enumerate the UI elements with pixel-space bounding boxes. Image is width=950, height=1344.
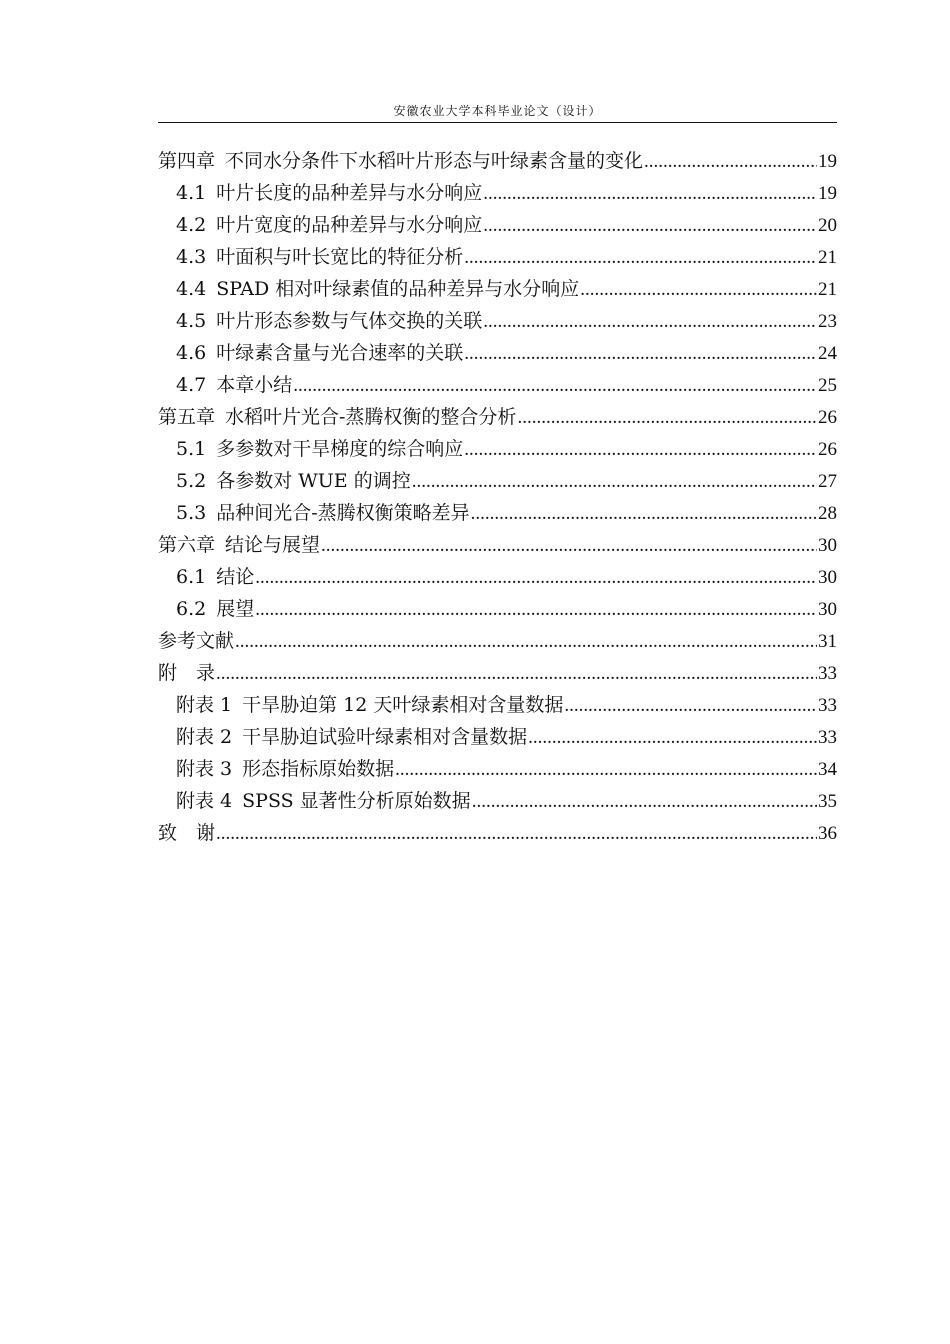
toc-entry-title: SPSS 显著性分析原始数据 <box>242 790 471 812</box>
header-rule <box>158 122 837 123</box>
toc-entry-number: 附表 1 <box>176 694 233 716</box>
toc-entry-title: 不同水分条件下水稻叶片形态与叶绿素含量的变化 <box>225 150 644 172</box>
toc-entry-page: 30 <box>818 599 837 620</box>
dot-leader <box>471 498 817 530</box>
toc-entry-page: 36 <box>818 823 837 844</box>
toc-entry-page: 24 <box>818 343 837 364</box>
toc-entry-label <box>158 401 516 433</box>
toc-entry-title: 叶绿素含量与光合速率的关联 <box>216 342 464 364</box>
toc-entry-title: 水稻叶片光合-蒸腾权衡的整合分析 <box>225 406 517 428</box>
toc-entry-label <box>176 369 292 401</box>
toc-entry-number: 4.1 <box>176 182 207 204</box>
toc-entry-number: 附表 4 <box>176 790 233 812</box>
toc-entry-label <box>176 593 254 625</box>
toc-entry[interactable] <box>158 753 837 785</box>
toc-entry-number: 第六章 <box>158 534 216 556</box>
toc-entry-number: 5.2 <box>176 470 207 492</box>
toc-entry-number: 5.3 <box>176 502 207 524</box>
toc-entry[interactable] <box>158 273 837 305</box>
toc-entry-label <box>158 145 643 177</box>
toc-entry-title: 参考文献 <box>158 630 235 652</box>
toc-entry-label <box>176 241 463 273</box>
toc-entry-page: 33 <box>818 695 837 716</box>
dot-leader <box>644 146 817 178</box>
toc-entry-number: 6.1 <box>176 566 207 588</box>
toc-entry-page: 19 <box>818 183 837 204</box>
toc-entry-label <box>176 785 471 817</box>
toc-entry[interactable] <box>158 241 837 273</box>
toc-entry-label <box>158 817 215 849</box>
dot-leader <box>464 338 817 370</box>
dot-leader <box>255 562 817 594</box>
toc-entry-number: 附表 2 <box>176 726 233 748</box>
toc-entry[interactable] <box>158 561 837 593</box>
toc-entry-title: 干旱胁迫试验叶绿素相对含量数据 <box>242 726 528 748</box>
toc-entry-label <box>176 753 394 785</box>
dot-leader <box>528 722 817 754</box>
toc-entry-number: 4.2 <box>176 214 207 236</box>
toc-entry-page: 21 <box>818 247 837 268</box>
toc-entry-number: 4.6 <box>176 342 207 364</box>
toc-entry-label <box>158 625 234 657</box>
toc-entry-title: 形态指标原始数据 <box>242 758 395 780</box>
toc-entry-page: 28 <box>818 503 837 524</box>
toc-entry[interactable] <box>158 625 837 657</box>
toc-entry-page: 30 <box>818 567 837 588</box>
toc-entry-number: 4.5 <box>176 310 207 332</box>
dot-leader <box>517 402 817 434</box>
toc-entry-number: 6.2 <box>176 598 207 620</box>
dot-leader <box>293 370 817 402</box>
toc-entry[interactable] <box>158 401 837 433</box>
dot-leader <box>464 242 817 274</box>
toc-entry-number: 第四章 <box>158 150 216 172</box>
toc-entry[interactable] <box>158 721 837 753</box>
toc-entry-title: 致 谢 <box>158 822 216 844</box>
toc-entry-page: 26 <box>818 407 837 428</box>
toc-entry-title: 叶片形态参数与气体交换的关联 <box>216 310 483 332</box>
toc-entry[interactable] <box>158 593 837 625</box>
dot-leader <box>321 530 817 562</box>
toc-entry[interactable] <box>158 465 837 497</box>
toc-entry[interactable] <box>158 529 837 561</box>
toc-entry-title: 附 录 <box>158 662 216 684</box>
toc-entry-title: 干旱胁迫第 12 天叶绿素相对含量数据 <box>242 694 564 716</box>
dot-leader <box>216 658 817 690</box>
toc-entry-label <box>176 177 482 209</box>
toc-entry[interactable] <box>158 369 837 401</box>
toc-entry-label <box>176 721 527 753</box>
toc-entry-label <box>176 689 563 721</box>
toc-entry-page: 31 <box>818 631 837 652</box>
toc-entry-title: 叶面积与叶长宽比的特征分析 <box>216 246 464 268</box>
toc-entry[interactable] <box>158 177 837 209</box>
toc-entry-page: 34 <box>818 759 837 780</box>
dot-leader <box>483 210 817 242</box>
toc-entry-page: 21 <box>818 279 837 300</box>
toc-entry-page: 20 <box>818 215 837 236</box>
toc-entry[interactable] <box>158 305 837 337</box>
toc-entry-page: 27 <box>818 471 837 492</box>
toc-entry-page: 33 <box>818 663 837 684</box>
dot-leader <box>464 434 817 466</box>
dot-leader <box>483 306 817 338</box>
toc-entry-label <box>176 209 482 241</box>
toc-entry-page: 30 <box>818 535 837 556</box>
toc-entry-label <box>176 497 470 529</box>
table-of-contents <box>158 145 837 849</box>
toc-entry[interactable] <box>158 209 837 241</box>
toc-entry-number: 4.4 <box>176 278 207 300</box>
toc-entry-title: 结论与展望 <box>225 534 321 556</box>
dot-leader <box>235 626 817 658</box>
toc-entry-number: 附表 3 <box>176 758 233 780</box>
toc-entry-page: 35 <box>818 791 837 812</box>
toc-entry-title: 叶片宽度的品种差异与水分响应 <box>216 214 483 236</box>
page-header: 安徽农业大学本科毕业论文（设计） <box>393 104 602 118</box>
toc-entry-title: 品种间光合-蒸腾权衡策略差异 <box>216 502 470 524</box>
toc-entry-label <box>176 433 463 465</box>
dot-leader <box>580 274 817 306</box>
toc-entry-title: 各参数对 WUE 的调控 <box>216 470 411 492</box>
toc-entry-page: 19 <box>818 151 837 172</box>
toc-entry-title: 本章小结 <box>216 374 293 396</box>
toc-entry-title: SPAD 相对叶绿素值的品种差异与水分响应 <box>216 278 580 300</box>
dot-leader <box>472 786 817 818</box>
toc-entry-page: 26 <box>818 439 837 460</box>
toc-entry[interactable] <box>158 657 837 689</box>
dot-leader <box>412 466 817 498</box>
toc-entry[interactable] <box>158 689 837 721</box>
toc-entry-page: 25 <box>818 375 837 396</box>
toc-entry-number: 5.1 <box>176 438 207 460</box>
dot-leader <box>564 690 817 722</box>
toc-entry-label <box>158 657 215 689</box>
toc-entry-number: 4.3 <box>176 246 207 268</box>
toc-entry[interactable] <box>158 785 837 817</box>
toc-entry-label <box>176 273 579 305</box>
toc-entry-label <box>158 529 320 561</box>
toc-entry-title: 结论 <box>216 566 255 588</box>
toc-entry[interactable] <box>158 337 837 369</box>
toc-entry-page: 23 <box>818 311 837 332</box>
toc-entry-label <box>176 305 482 337</box>
dot-leader <box>483 178 817 210</box>
toc-entry-label <box>176 561 254 593</box>
dot-leader <box>216 818 817 850</box>
toc-entry-label <box>176 337 463 369</box>
toc-entry-number: 第五章 <box>158 406 216 428</box>
toc-entry-number: 4.7 <box>176 374 207 396</box>
toc-entry[interactable] <box>158 433 837 465</box>
toc-entry-title: 展望 <box>216 598 255 620</box>
toc-entry-title: 叶片长度的品种差异与水分响应 <box>216 182 483 204</box>
dot-leader <box>255 594 817 626</box>
toc-entry-title: 多参数对干旱梯度的综合响应 <box>216 438 464 460</box>
toc-entry[interactable] <box>158 817 837 849</box>
toc-entry[interactable] <box>158 497 837 529</box>
toc-entry-label <box>176 465 411 497</box>
toc-entry-page: 33 <box>818 727 837 748</box>
toc-entry[interactable] <box>158 145 837 177</box>
dot-leader <box>395 754 817 786</box>
